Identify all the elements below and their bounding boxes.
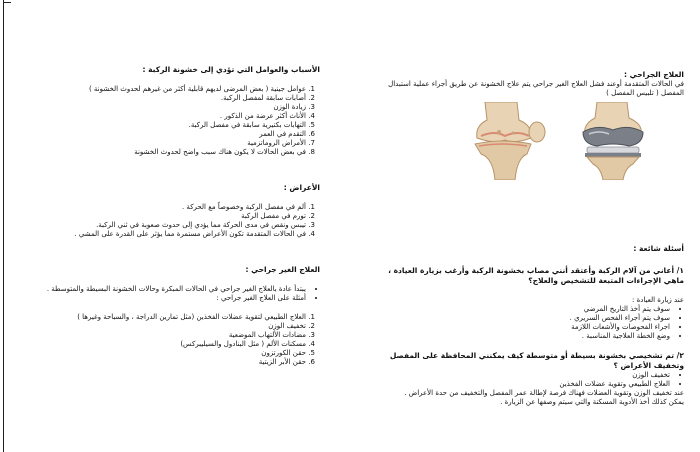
left-column xyxy=(20,65,320,367)
surgical-heading: العلاج الجراحي : xyxy=(624,70,684,79)
nonsurgical-item: 1. العلاج الطبيعي لتقوية عضلات الفخذين (مثل تمارين الدراجة ، والسباحة وغيرها ) xyxy=(20,313,306,322)
faq-q1-list xyxy=(378,305,684,341)
faq-heading: أسئلة شائعة : xyxy=(633,244,684,253)
faq-question-1: ١/ أعاني من آلام الركبة وأعتقد أنني مصاب بخشونة الركبة وأرغب بزيارة العيادة ، ماهي الإجراءات المتبعة للتشخيص والعلاج؟ xyxy=(388,266,684,285)
page-corner-mark xyxy=(3,2,11,3)
faq-q1-item: • اجراء الفحوصات والأشعات اللازمة xyxy=(378,323,670,332)
faq-q1-item: • سوف يتم أجراء الفحص السريري . xyxy=(378,314,670,323)
causes-item: 8. في بعض الحالات لا يكون هناك سبب واضح لحدوث الخشونة xyxy=(20,148,306,157)
faq-q2-list xyxy=(378,371,684,389)
faq-q1-item: • وضع الخطة العلاجية المناسبة . xyxy=(378,332,670,341)
causes-item: 2. أصابات سابقة لمفصل الركبة. xyxy=(20,94,306,103)
page-border-line xyxy=(3,0,4,452)
faq-q2-text-2: يمكن كذلك أخذ الأدوية المسكنة والتي سيتم وصفها عن الزيارة . xyxy=(500,398,684,406)
causes-item: 1. عوامل جينية ( بعض المرضى لديهم قابلية أكثر من غيرهم لحدوث الخشونة ) xyxy=(20,85,306,94)
knee-illustrations xyxy=(455,102,685,182)
nonsurgical-bullet: • أمثلة على العلاج الغير جراحي : xyxy=(20,294,306,303)
symptoms-list xyxy=(20,203,320,239)
symptoms-heading: الأعراض : xyxy=(283,183,320,192)
faq-q2-text-1: عند تخفيف الوزن وتقوية العضلات فهناك فرصة لإطالة عمر المفصل والتخفيف من حدة الأعراض . xyxy=(404,389,684,397)
causes-item: 6. التقدم في العمر xyxy=(20,130,306,139)
faq-question-2: ٢/ تم تشخيصي بخشونة بسيطة أو متوسطة كيف يمكنني المحافظة على المفصل وتخفيف الأعراض ؟ xyxy=(389,351,684,370)
faq-q2-item: • تخفيف الوزن xyxy=(378,371,670,380)
faq-q1-item: • سوف يتم أخذ التاريخ المرضي xyxy=(378,305,670,314)
nonsurgical-bullets xyxy=(20,285,320,303)
faq-q1-intro: عند زيارة العيادة : xyxy=(632,296,684,304)
nonsurgical-item: 6. حقن الأبر الزيتية xyxy=(20,358,306,367)
symptoms-item: 1. ألم في مفصل الركبة وخصوصاً مع الحركة . xyxy=(20,203,306,212)
faq-q2-item: • العلاج الطبيعي وتقوية عضلات الفخذين xyxy=(378,380,670,389)
symptoms-item: 2. تورم في مفصل الركبة xyxy=(20,212,306,221)
symptoms-item: 3. تيبس ونقص في مدى الحركة مما يؤدي إلى حدوث صعوبة في ثني الركبة. xyxy=(20,221,306,230)
nonsurgical-heading: العلاج الغير جراحي : xyxy=(245,265,320,274)
nonsurgical-item: 3. مضادات الألتهاب الموضعية xyxy=(20,331,306,340)
nonsurgical-item: 5. حقن الكورتزون xyxy=(20,349,306,358)
symptoms-item: 4. في الحالات المتقدمة تكون الأعراض مستمرة مما يؤثر على القدرة على المشي . xyxy=(20,230,306,239)
causes-list xyxy=(20,85,320,157)
surgical-text: في الحالات المتقدمة أوعند فشل العلاج الغير جراحي يتم علاج الخشونة عن طريق أجراء عملية استبدال المفصل ( تلبيس المفصل ) xyxy=(388,80,684,97)
nonsurgical-bullet: • يبتدأ عادة بالعلاج الغير جراحي في الحالات المبكرة وحالات الخشونة البسيطة والمتوسطة . xyxy=(20,285,306,294)
causes-heading: الأسباب والعوامل التي تؤدي إلى خشونة الركبة : xyxy=(142,65,320,74)
nonsurgical-item: 2. تخفيف الوزن xyxy=(20,322,306,331)
causes-item: 4. الأناث أكثر عرضة من الذكور . xyxy=(20,112,306,121)
causes-item: 3. زيادة الوزن xyxy=(20,103,306,112)
causes-item: 5. التهابات بكتيرية سابقة في مفصل الركبة. xyxy=(20,121,306,130)
nonsurgical-item: 4. مسكنات الألم ( مثل البنادول والسيليبركس) xyxy=(20,340,306,349)
knee-replacement-image xyxy=(563,102,663,180)
causes-item: 7. الأمراض الروماتزمية xyxy=(20,139,306,148)
arthritic-knee-image xyxy=(455,102,555,180)
nonsurgical-list xyxy=(20,313,320,367)
